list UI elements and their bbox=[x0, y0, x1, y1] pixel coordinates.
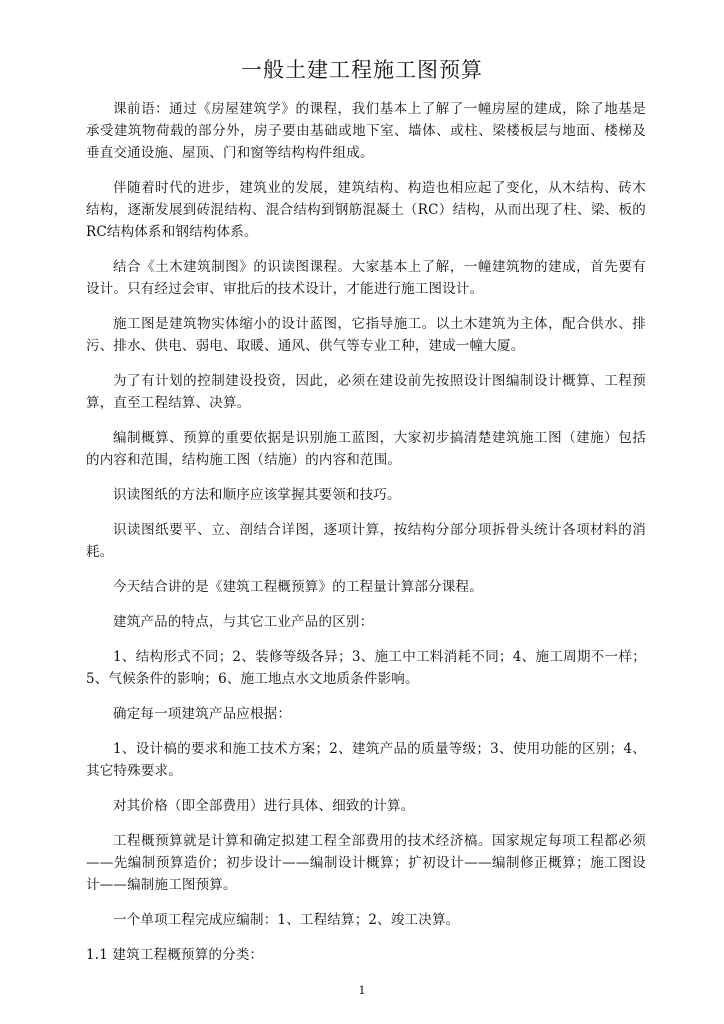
paragraph-basis-list: 1、设计槁的要求和施工技术方案；2、建筑产品的质量等级；3、使用功能的区别；4、其它特殊要求。 bbox=[86, 741, 646, 779]
paragraph-budget-definition: 工程概预算就是计算和确定拟建工程全部费用的技术经济槁。国家规定每项工程都必须——先编制预算造价；初步设计——编制设计概算；扩初设计——编制修正概算；施工图设计——编制施工图预算。 bbox=[86, 833, 646, 893]
paragraph-reading-details: 识读图纸要平、立、剖结合详图，逐项计算，按结构分部分项拆骨头统计各项材料的消耗。 bbox=[86, 522, 646, 560]
paragraph-intro: 课前语：通过《房屋建筑学》的课程，我们基本上了解了一幢房屋的建成，除了地基是承受建筑物荷载的部分外，房子要由基础或地下室、墙体、或柱、梁楼板层与地面、楼梯及垂直交通设施、屋顶、门和窗等结构构件组成。 bbox=[86, 101, 646, 161]
paragraph-differences-list: 1、结构形式不同；2、装修等级各异；3、施工中工料消耗不同；4、施工周期不一样；5、气候条件的影响；6、施工地点水文地质条件影响。 bbox=[86, 649, 646, 687]
paragraph-construction-drawings: 施工图是建筑物实体缩小的设计蓝图，它指导施工。以土木建筑为主体，配合供水、排污、排水、供电、弱电、取暖、通风、供气等专业工种，建成一幢大厦。 bbox=[86, 316, 646, 354]
paragraph-reading-method: 识读图纸的方法和顺序应该掌握其要领和技巧。 bbox=[113, 487, 401, 503]
paragraph-drawing-course: 结合《土木建筑制图》的识读图课程。大家基本上了解，一幢建筑物的建成，首先要有设计。只有经过会审、审批后的技术设计，才能进行施工图设计。 bbox=[86, 259, 646, 297]
page-title: 一般土建工程施工图预算 bbox=[241, 58, 483, 82]
paragraph-single-project: 一个单项工程完成应编制：1、工程结算；2、竣工决算。 bbox=[113, 912, 460, 928]
paragraph-price-calculation: 对其价格（即全部费用）进行具体、细致的计算。 bbox=[113, 798, 415, 814]
paragraph-budget-basis: 编制概算、预算的重要依据是识别施工蓝图，大家初步搞清楚建筑施工图（建施）包括的内容和范围，结构施工图（结施）的内容和范围。 bbox=[86, 430, 646, 468]
paragraph-product-features: 建筑产品的特点，与其它工业产品的区别： bbox=[113, 614, 374, 630]
paragraph-investment-control: 为了有计划的控制建设投资，因此，必须在建设前先按照设计图编制设计概算、工程预算，直至工程结算、决算。 bbox=[86, 373, 646, 411]
paragraph-course-topic: 今天结合讲的是《建筑工程概预算》的工程量计算部分课程。 bbox=[113, 579, 483, 595]
paragraph-determination-basis: 确定每一项建筑产品应根据： bbox=[113, 706, 292, 722]
page-number: 1 bbox=[358, 984, 366, 997]
section-heading: 1.1 建筑工程概预算的分类： bbox=[86, 947, 264, 963]
document-body bbox=[86, 98, 646, 979]
paragraph-structure-evolution: 伴随着时代的进步，建筑业的发展，建筑结构、构造也相应起了变化，从木结构、砖木结构，逐渐发展到砖混结构、混合结构到钢筋混凝土（RC）结构，从而出现了柱、梁、板的RC结构体系和钢结构体系。 bbox=[86, 180, 646, 240]
